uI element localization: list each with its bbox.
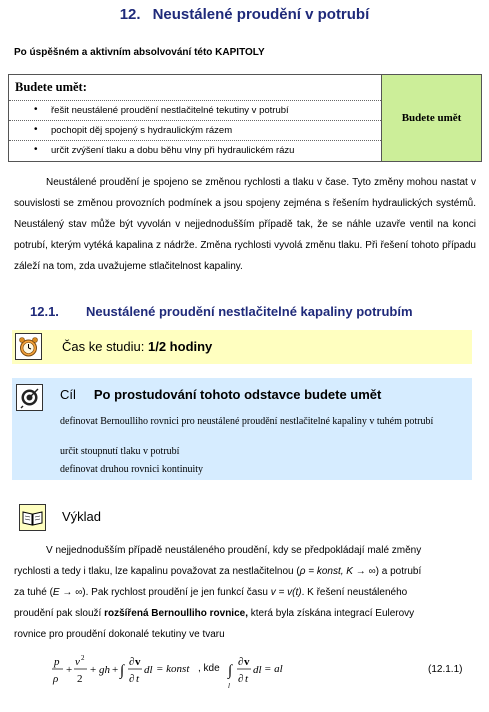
body-text: . K řešení neustáleného xyxy=(301,587,408,598)
svg-text:2: 2 xyxy=(77,673,83,685)
explanation-label: Výklad xyxy=(62,509,102,524)
body-text: která byla získána integrací Eulerovy xyxy=(247,608,415,619)
bullet-icon: • xyxy=(34,124,38,135)
svg-text:ρ: ρ xyxy=(53,673,59,685)
objective-item: definovat druhou rovnici kontinuity xyxy=(60,464,204,475)
objective-item: definovat Bernoulliho rovnici pro neustálené proudění nestlačitelné kapaliny v tuhém potrubí xyxy=(60,416,434,427)
section-number: 12.1. xyxy=(30,304,59,319)
svg-text:v: v xyxy=(244,656,250,668)
body-paragraph xyxy=(14,540,476,645)
svg-text:∂: ∂ xyxy=(129,656,135,668)
intro-paragraph xyxy=(14,172,476,277)
equation-konst: = konst xyxy=(156,663,190,675)
objective-heading xyxy=(60,387,381,402)
svg-text:∫: ∫ xyxy=(228,663,233,679)
body-text: rychlosti a tedy i tlaku, lze kapalinu považovat za nestlačitelnou ( xyxy=(14,566,300,577)
body-text: proudění pak slouží xyxy=(14,608,105,619)
bullet-icon: • xyxy=(34,104,38,115)
math-inline: v = v(t) xyxy=(270,587,302,598)
svg-text:t: t xyxy=(136,673,140,685)
svg-text:l: l xyxy=(228,682,230,690)
objective-label: Cíl xyxy=(60,387,76,402)
math-inline: E → ∞ xyxy=(52,587,83,598)
equation-al: = al xyxy=(264,663,283,675)
equation-number: (12.1.1) xyxy=(428,664,463,675)
list-item xyxy=(9,140,381,160)
svg-text:∫: ∫ xyxy=(120,663,125,679)
svg-text:gh: gh xyxy=(99,664,110,676)
study-time-value: 1/2 hodiny xyxy=(148,339,213,354)
study-time-text xyxy=(62,339,212,354)
goals-box xyxy=(8,74,482,162)
svg-text:t: t xyxy=(245,673,249,685)
body-bold-text: rozšířená Bernoulliho rovnice, xyxy=(104,608,248,619)
list-item xyxy=(9,100,381,120)
section-title xyxy=(30,304,413,319)
objective-title: Po prostudování tohoto odstavce budete umět xyxy=(93,387,382,402)
objective-item: určit stoupnutí tlaku v potrubí xyxy=(60,446,180,457)
svg-text:+: + xyxy=(90,664,97,676)
chapter-number: 12. xyxy=(119,6,141,23)
list-item xyxy=(9,120,381,140)
chapter-title-text: Neustálené proudění v potrubí xyxy=(152,6,370,23)
goals-side-label: Budete umět xyxy=(381,75,481,161)
svg-text:dl: dl xyxy=(253,664,262,676)
body-text: ). Pak rychlost proudění je jen funkcí času xyxy=(82,587,268,598)
objective-box xyxy=(12,378,472,480)
goals-title: Budete umět: xyxy=(15,80,87,94)
subheading: Po úspěšném a aktivním absolvování této KAPITOLY xyxy=(14,47,265,58)
svg-text:v: v xyxy=(135,656,141,668)
body-text: za tuhé ( xyxy=(14,587,53,598)
svg-text:∂: ∂ xyxy=(238,673,244,685)
goals-list xyxy=(9,75,381,161)
svg-text:∂: ∂ xyxy=(238,656,244,668)
body-line xyxy=(14,561,476,582)
svg-text:p: p xyxy=(54,656,60,668)
body-line xyxy=(14,603,476,624)
goal-item-text: určit zvýšení tlaku a dobu běhu vlny při hydraulickém rázu xyxy=(51,145,295,156)
chapter-title xyxy=(0,6,489,23)
body-line: V nejjednodušším případě neustáleného proudění, kdy se předpokládají malé změny xyxy=(46,545,422,556)
open-book-icon xyxy=(19,504,46,531)
svg-text:∂: ∂ xyxy=(129,673,135,685)
svg-text:+: + xyxy=(112,664,119,676)
body-line: rovnice pro proudění dokonalé tekutiny ve tvaru xyxy=(14,629,225,640)
target-icon xyxy=(16,384,43,411)
body-text: ) a potrubí xyxy=(375,566,422,577)
equation-kde: , kde xyxy=(198,663,220,674)
study-time-label: Čas ke studiu: xyxy=(62,339,145,354)
svg-text:dl: dl xyxy=(144,664,153,676)
svg-text:v: v xyxy=(75,656,80,668)
explanation-box xyxy=(12,500,472,534)
svg-text:+: + xyxy=(66,664,73,676)
goal-item-text: pochopit děj spojený s hydraulickým rázem xyxy=(51,125,233,136)
equation-12-1-1 xyxy=(50,652,480,692)
intro-paragraph-text: Neustálené proudění je spojeno se změnou rychlosti a tlaku v čase. Tyto změny mohou nastat v souvislosti se změnou provozních podmínek a jsou spojeny zejména s řešením hydraulických systémů. Neustálený stav může být vyvolán v nejjednodušším případě tak, že se náhle uzavře ventil na konci potrubí, kterým vytéká kapalina z nádrže. Změna rychlosti vyvolá změnu tlaku. Při řešení tohoto případu záleží na tom, zda uvažujeme stlačitelnost kapaliny. xyxy=(14,177,476,272)
math-inline: ρ = konst, K → ∞ xyxy=(299,566,376,577)
section-title-text: Neustálené proudění nestlačitelné kapaliny potrubím xyxy=(86,304,413,319)
study-time-box xyxy=(12,330,472,364)
bullet-icon: • xyxy=(34,144,38,155)
svg-text:2: 2 xyxy=(81,654,85,662)
alarm-clock-icon xyxy=(15,333,42,360)
goal-item-text: řešit neustálené proudění nestlačitelné tekutiny v potrubí xyxy=(51,105,289,116)
body-line xyxy=(14,582,476,603)
